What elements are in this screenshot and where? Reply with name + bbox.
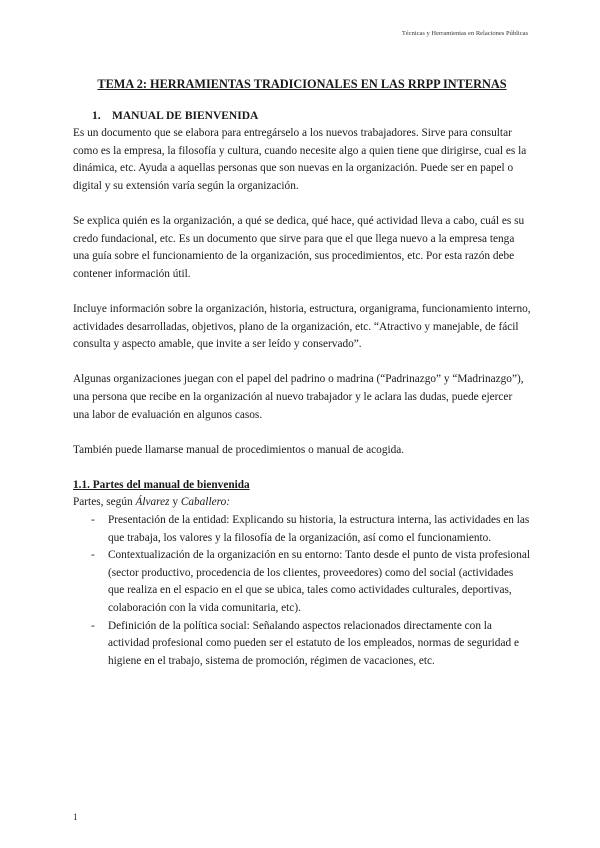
author-caballero: Caballero: (180, 496, 230, 509)
document-body (73, 76, 531, 670)
section-title: MANUAL DE BIENVENIDA (112, 110, 259, 122)
subsection-heading: 1.1. Partes del manual de bienvenida (73, 478, 250, 491)
paragraph-sponsorship: Algunas organizaciones juegan con el papel del padrino o madrina (“Padrinazgo” y “Madrinazgo”), una persona que recibe en la organización al nuevo trabajador y le aclara las dudas, puede ejercer una labor de evaluación en algunos casos. (73, 373, 524, 421)
list-item (91, 618, 531, 671)
author-alvarez: Álvarez (135, 496, 170, 509)
parts-intro-prefix: Partes, según (73, 496, 136, 509)
list-item (91, 512, 531, 547)
parts-list (73, 512, 531, 670)
list-item-text: Contextualización de la organización en su entorno: Tanto desde el punto de vista profesional (sector productivo, procedencia de los clientes, proveedores) como del social (actividades que realiza en el espacio en el que se ubica, tales como actividades culturales, deportivas, colaboración con la vida comunitaria, etc). (108, 549, 530, 615)
running-header: Técnicas y Herramientas en Relaciones Públicas (401, 30, 528, 37)
document-title: TEMA 2: HERRAMIENTAS TRADICIONALES EN LAS RRPP INTERNAS (97, 77, 507, 91)
parts-intro-middle: y (169, 496, 181, 509)
dash-bullet: - (91, 549, 95, 562)
dash-bullet: - (91, 514, 95, 527)
section-heading (73, 108, 531, 125)
list-item-text: Presentación de la entidad: Explicando su historia, la estructura interna, las actividades en las que trabaja, los valores y la filosofía de la organización, así como el funcionamiento. (108, 514, 530, 544)
page-number: 1 (73, 812, 78, 822)
paragraph-alternate-names: También puede llamarse manual de procedimientos o manual de acogida. (73, 443, 405, 456)
parts-intro (73, 494, 531, 512)
paragraph-explanation: Se explica quién es la organización, a qué se dedica, qué hace, qué actividad lleva a cabo, cuál es su credo fundacional, etc. Es un documento que sirve para que el que llega nuevo a la empresa tenga una guía sobre el funcionamiento de la organización, sus procedimientos, etc. Por esta razón debe contener información útil. (73, 214, 525, 280)
section-number: 1. (92, 110, 101, 122)
dash-bullet: - (91, 619, 95, 632)
paragraph-intro: Es un documento que se elabora para entregárselo a los nuevos trabajadores. Sirve para consultar como es la empresa, la filosofía y cultura, cuando necesite algo a quien tiene que dirigirse, cual es la dinámica, etc. Ayuda a aquellas personas que son nuevas en la organización. Puede ser en papel o digital y su extensión varía según la organización. (73, 127, 527, 192)
paragraph-contents: Incluye información sobre la organización, historia, estructura, organigrama, funcionamiento interno, actividades desarrolladas, objetivos, plano de la organización, etc. “Atractivo y manejable, de fácil consulta y aspecto amable, que invite a ser leído y conservado”. (73, 302, 531, 351)
list-item (91, 547, 531, 617)
list-item-text: Definición de la política social: Señalando aspectos relacionados directamente con la actividad profesional como pueden ser el estatuto de los empleados, normas de seguridad e higiene en el trabajo, sistema de promoción, régimen de vacaciones, etc. (108, 619, 519, 667)
